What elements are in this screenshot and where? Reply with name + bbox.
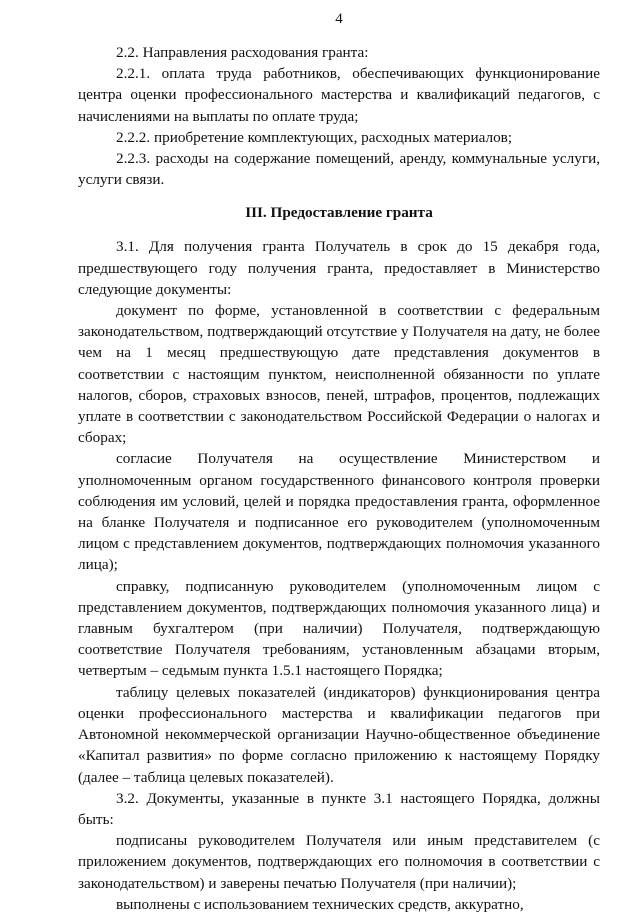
paragraph-signed: подписаны руководителем Получателя или иным представителем (с приложением документов, подтверждающих его полномочия в соответствии с законодательством) и заверены печатью Получателя (при наличии); (78, 832, 600, 892)
paragraph-consent: согласие Получателя на осуществление Министерством и уполномоченным органом государственного финансового контроля проверки соблюдения им условий, целей и порядка предоставления гранта, оформленное на бланке Получателя и подписанное его руководителем (уполномоченным лицом с представлением документов, подтверждающих полномочия указанного лица); (78, 450, 600, 574)
section-heading: III. Предоставление гранта (245, 204, 433, 222)
paragraph-tax-document: документ по форме, установленной в соответствии с федеральным законодательством, подтверждающий отсутствие у Получателя на дату, не более чем на 1 месяц предшествующую дате представления документов в соответствии с настоящим пунктом, неисполненной обязанности по уплате налогов, сборов, страховых взносов, пеней, штрафов, процентов, подлежащих уплате в соответствии с законодательством Российской Федерации о налогах и сборах; (78, 302, 600, 447)
page-number: 4 (335, 11, 343, 27)
paragraph-3-2: 3.2. Документы, указанные в пункте 3.1 настоящего Порядка, должны быть: (78, 789, 600, 828)
paragraph-3-1: 3.1. Для получения гранта Получатель в срок до 15 декабря года, предшествующего году получения гранта, предоставляет в Министерство следующие документы: (78, 238, 600, 298)
paragraph-2-2-1: 2.2.1. оплата труда работников, обеспечивающих функционирование центра оценки профессионального мастерства и квалификаций педагогов, с начислениями на выплаты по оплате труда; (78, 65, 600, 125)
paragraph-2-2: 2.2. Направления расходования гранта: (116, 44, 369, 61)
paragraph-indicators-table: таблицу целевых показателей (индикаторов) функционирования центра оценки профессионального мастерства и квалификации педагогов при Автономной некоммерческой организации Научно-общественное объединение «Капитал развития» по форме согласно приложению к настоящему Порядку (далее – таблица целевых показателей). (78, 683, 600, 786)
paragraph-2-2-3: 2.2.3. расходы на содержание помещений, аренду, коммунальные услуги, услуги связи. (78, 150, 600, 189)
paragraph-executed: выполнены с использованием технических средств, аккуратно, (116, 895, 524, 913)
paragraph-2-2-2: 2.2.2. приобретение комплектующих, расходных материалов; (116, 128, 513, 146)
paragraph-certificate: справку, подписанную руководителем (уполномоченным лицом с представлением документов, подтверждающих полномочия указанного лица) и главным бухгалтером (при наличии) Получателя, подтверждающую соответствие Получателя требованиям, установленным абзацами вторым, четвертым – седьмым пункта 1.5.1 настоящего Порядка; (78, 577, 600, 680)
